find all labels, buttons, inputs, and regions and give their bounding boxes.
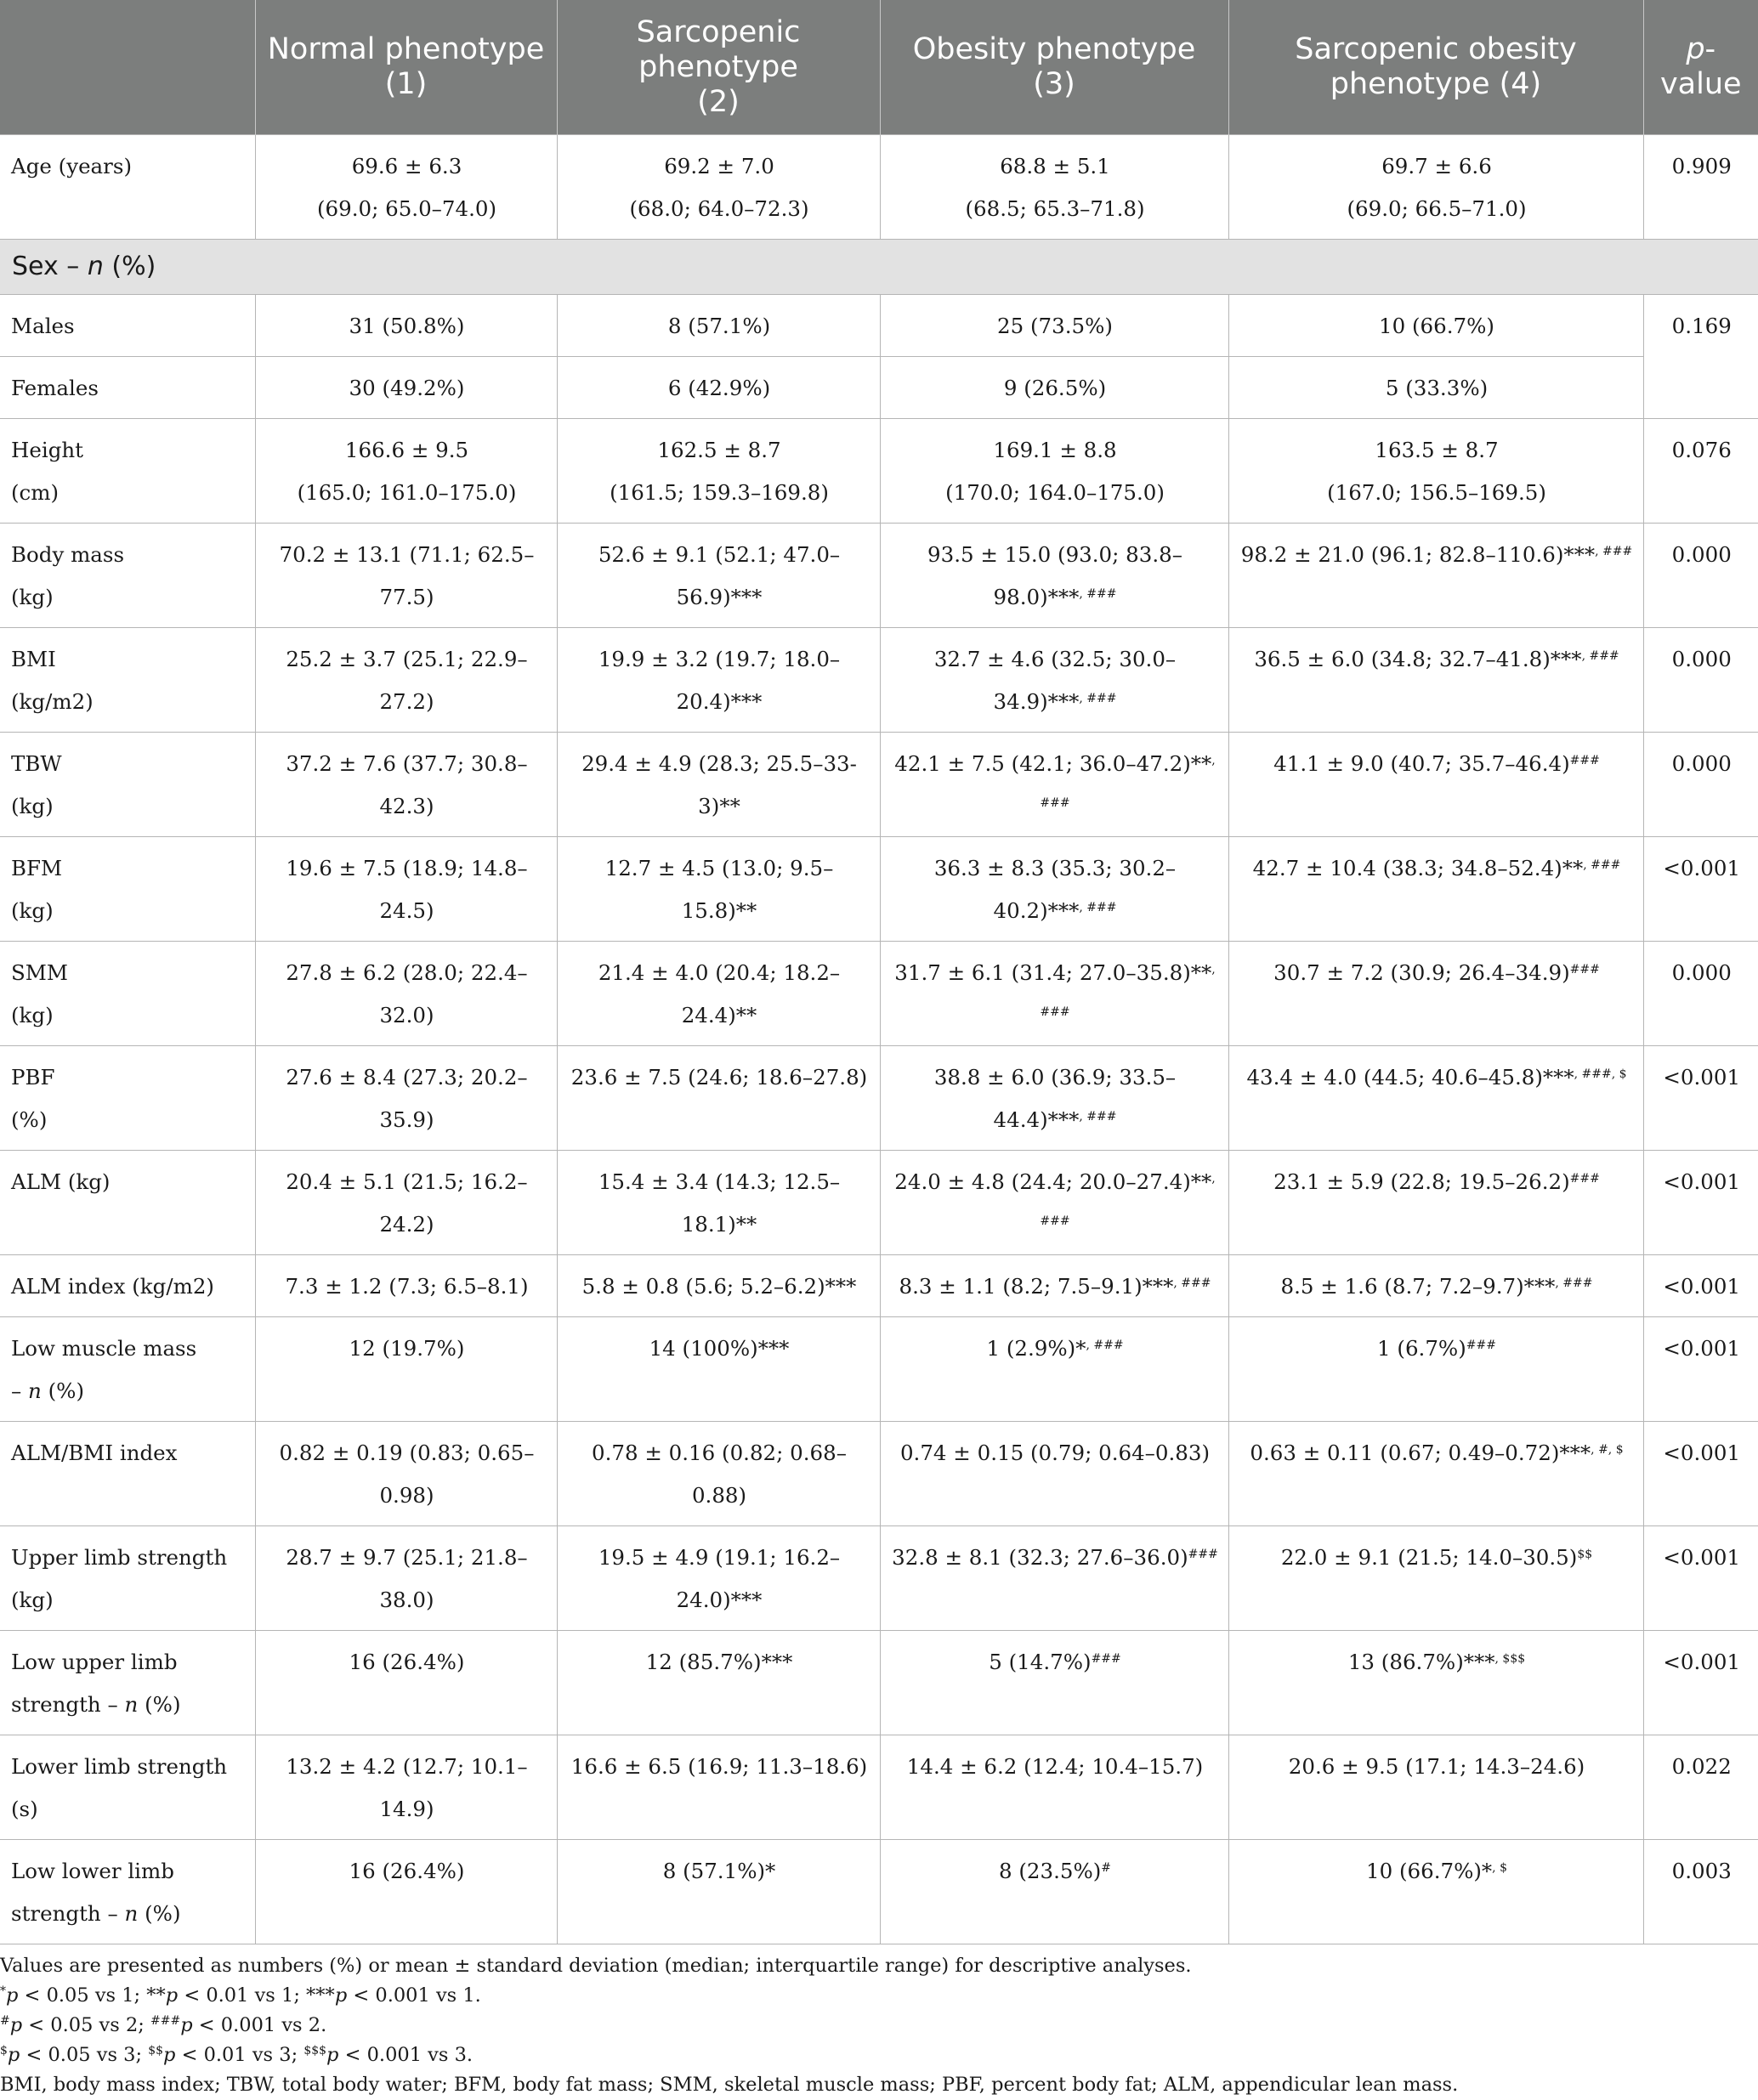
table-row-bmi	[0, 628, 1758, 733]
cell-p-value: 0.000	[1643, 942, 1758, 1046]
cell-p-value: <0.001	[1643, 1317, 1758, 1422]
cell-obesity: 68.8 ± 5.1 (68.5; 65.3–71.8)	[880, 135, 1228, 240]
cell-normal: 31 (50.8%)	[255, 295, 557, 357]
cell-sarcopenic: 21.4 ± 4.0 (20.4; 18.2–24.4)**	[557, 942, 880, 1046]
row-label: Age (years)	[0, 135, 255, 240]
cell-sarcopenic-obesity: 30.7 ± 7.2 (30.9; 26.4–34.9)###	[1228, 942, 1643, 1046]
cell-normal: 30 (49.2%)	[255, 357, 557, 419]
cell-sarcopenic: 69.2 ± 7.0 (68.0; 64.0–72.3)	[557, 135, 880, 240]
cell-obesity: 42.1 ± 7.5 (42.1; 36.0–47.2)**, ###	[880, 733, 1228, 837]
cell-sarcopenic: 15.4 ± 3.4 (14.3; 12.5–18.1)**	[557, 1151, 880, 1255]
cell-obesity: 24.0 ± 4.8 (24.4; 20.0–27.4)**, ###	[880, 1151, 1228, 1255]
table-row-low-muscle-mass	[0, 1317, 1758, 1422]
row-label: BFM (kg)	[0, 837, 255, 942]
cell-sarcopenic-obesity: 43.4 ± 4.0 (44.5; 40.6–45.8)***, ###, $	[1228, 1046, 1643, 1151]
cell-normal: 37.2 ± 7.6 (37.7; 30.8–42.3)	[255, 733, 557, 837]
row-label: PBF (%)	[0, 1046, 255, 1151]
table-row-height	[0, 419, 1758, 524]
table-row-females	[0, 357, 1758, 419]
cell-normal: 0.82 ± 0.19 (0.83; 0.65–0.98)	[255, 1422, 557, 1526]
header-sarcopenic-obesity-phenotype: Sarcopenic obesity phenotype (4)	[1228, 0, 1643, 135]
cell-obesity: 169.1 ± 8.8 (170.0; 164.0–175.0)	[880, 419, 1228, 524]
cell-p-value: <0.001	[1643, 1046, 1758, 1151]
footnote-abbreviations: BMI, body mass index; TBW, total body water; BFM, body fat mass; SMM, skeletal muscle mass; PBF, percent body fat; ALM, appendicular lean mass.	[0, 2074, 1459, 2096]
cell-p-value: 0.000	[1643, 628, 1758, 733]
cell-sarcopenic: 162.5 ± 8.7 (161.5; 159.3–169.8)	[557, 419, 880, 524]
cell-p-value: <0.001	[1643, 1255, 1758, 1317]
cell-sarcopenic-obesity: 8.5 ± 1.6 (8.7; 7.2–9.7)***, ###	[1228, 1255, 1643, 1317]
cell-obesity: 31.7 ± 6.1 (31.4; 27.0–35.8)**, ###	[880, 942, 1228, 1046]
table-row-body-mass	[0, 524, 1758, 628]
table-row-age	[0, 135, 1758, 240]
cell-sarcopenic: 52.6 ± 9.1 (52.1; 47.0–56.9)***	[557, 524, 880, 628]
section-label: Sex – n (%)	[0, 240, 1758, 295]
cell-sarcopenic: 6 (42.9%)	[557, 357, 880, 419]
cell-p-value: 0.022	[1643, 1735, 1758, 1840]
row-label: TBW (kg)	[0, 733, 255, 837]
cell-sarcopenic-obesity: 10 (66.7%)	[1228, 295, 1643, 357]
cell-p-value: <0.001	[1643, 1151, 1758, 1255]
header-obesity-phenotype: Obesity phenotype (3)	[880, 0, 1228, 135]
cell-normal: 12 (19.7%)	[255, 1317, 557, 1422]
cell-sarcopenic-obesity: 41.1 ± 9.0 (40.7; 35.7–46.4)###	[1228, 733, 1643, 837]
cell-normal: 7.3 ± 1.2 (7.3; 6.5–8.1)	[255, 1255, 557, 1317]
cell-obesity: 8 (23.5%)#	[880, 1840, 1228, 1944]
cell-sarcopenic-obesity: 13 (86.7%)***, $$$	[1228, 1631, 1643, 1735]
cell-sarcopenic-obesity: 69.7 ± 6.6 (69.0; 66.5–71.0)	[1228, 135, 1643, 240]
cell-obesity: 9 (26.5%)	[880, 357, 1228, 419]
cell-normal: 20.4 ± 5.1 (21.5; 16.2–24.2)	[255, 1151, 557, 1255]
cell-p-value: 0.169	[1643, 295, 1758, 419]
table-row-alm-index	[0, 1255, 1758, 1317]
table-row-pbf	[0, 1046, 1758, 1151]
cell-p-value: 0.000	[1643, 733, 1758, 837]
cell-sarcopenic-obesity: 20.6 ± 9.5 (17.1; 14.3–24.6)	[1228, 1735, 1643, 1840]
cell-obesity: 1 (2.9%)*, ###	[880, 1317, 1228, 1422]
cell-sarcopenic-obesity: 36.5 ± 6.0 (34.8; 32.7–41.8)***, ###	[1228, 628, 1643, 733]
cell-obesity: 93.5 ± 15.0 (93.0; 83.8–98.0)***, ###	[880, 524, 1228, 628]
cell-obesity: 38.8 ± 6.0 (36.9; 33.5–44.4)***, ###	[880, 1046, 1228, 1151]
cell-sarcopenic: 8 (57.1%)*	[557, 1840, 880, 1944]
row-label: SMM (kg)	[0, 942, 255, 1046]
cell-p-value: <0.001	[1643, 1422, 1758, 1526]
cell-p-value: <0.001	[1643, 1631, 1758, 1735]
cell-p-value: 0.003	[1643, 1840, 1758, 1944]
row-label: Low lower limb strength – n (%)	[0, 1840, 255, 1944]
cell-sarcopenic: 23.6 ± 7.5 (24.6; 18.6–27.8)	[557, 1046, 880, 1151]
table-row-upper-limb-strength	[0, 1526, 1758, 1631]
cell-normal: 166.6 ± 9.5 (165.0; 161.0–175.0)	[255, 419, 557, 524]
row-label: Lower limb strength (s)	[0, 1735, 255, 1840]
cell-p-value: 0.909	[1643, 135, 1758, 240]
header-p-value: p- value	[1643, 0, 1758, 135]
footnote-vs-1: *p < 0.05 vs 1; **p < 0.01 vs 1; ***p < 0.001 vs 1.	[0, 1984, 481, 2007]
table-row-lower-limb-strength	[0, 1735, 1758, 1840]
table-row-tbw	[0, 733, 1758, 837]
table-row-low-lower-limb-strength	[0, 1840, 1758, 1944]
cell-sarcopenic-obesity: 0.63 ± 0.11 (0.67; 0.49–0.72)***, #, $	[1228, 1422, 1643, 1526]
cell-sarcopenic-obesity: 22.0 ± 9.1 (21.5; 14.0–30.5)$$	[1228, 1526, 1643, 1631]
row-label: Males	[0, 295, 255, 357]
cell-normal: 16 (26.4%)	[255, 1631, 557, 1735]
row-label: Low upper limb strength – n (%)	[0, 1631, 255, 1735]
cell-sarcopenic: 5.8 ± 0.8 (5.6; 5.2–6.2)***	[557, 1255, 880, 1317]
cell-obesity: 32.7 ± 4.6 (32.5; 30.0–34.9)***, ###	[880, 628, 1228, 733]
cell-p-value: 0.000	[1643, 524, 1758, 628]
cell-sarcopenic-obesity: 163.5 ± 8.7 (167.0; 156.5–169.5)	[1228, 419, 1643, 524]
cell-sarcopenic: 12.7 ± 4.5 (13.0; 9.5–15.8)**	[557, 837, 880, 942]
header-normal-phenotype: Normal phenotype (1)	[255, 0, 557, 135]
cell-sarcopenic: 8 (57.1%)	[557, 295, 880, 357]
cell-obesity: 25 (73.5%)	[880, 295, 1228, 357]
cell-sarcopenic-obesity: 1 (6.7%)###	[1228, 1317, 1643, 1422]
cell-normal: 28.7 ± 9.7 (25.1; 21.8–38.0)	[255, 1526, 557, 1631]
row-label: Low muscle mass – n (%)	[0, 1317, 255, 1422]
footnote-values: Values are presented as numbers (%) or mean ± standard deviation (median; interquartile range) for descriptive analyses.	[0, 1955, 1192, 1977]
table-row-males	[0, 295, 1758, 357]
cell-normal: 70.2 ± 13.1 (71.1; 62.5–77.5)	[255, 524, 557, 628]
row-label: BMI (kg/m2)	[0, 628, 255, 733]
footnote-vs-2: #p < 0.05 vs 2; ###p < 0.001 vs 2.	[0, 2014, 327, 2036]
cell-normal: 25.2 ± 3.7 (25.1; 22.9–27.2)	[255, 628, 557, 733]
cell-obesity: 8.3 ± 1.1 (8.2; 7.5–9.1)***, ###	[880, 1255, 1228, 1317]
row-label: ALM (kg)	[0, 1151, 255, 1255]
row-label: ALM/BMI index	[0, 1422, 255, 1526]
cell-sarcopenic: 0.78 ± 0.16 (0.82; 0.68–0.88)	[557, 1422, 880, 1526]
table-header-row	[0, 0, 1758, 135]
cell-sarcopenic-obesity: 23.1 ± 5.9 (22.8; 19.5–26.2)###	[1228, 1151, 1643, 1255]
row-label: Body mass (kg)	[0, 524, 255, 628]
row-label: Height (cm)	[0, 419, 255, 524]
table-footnotes	[0, 1944, 1758, 2100]
cell-sarcopenic: 19.5 ± 4.9 (19.1; 16.2–24.0)***	[557, 1526, 880, 1631]
table-row-alm-bmi-index	[0, 1422, 1758, 1526]
cell-sarcopenic: 29.4 ± 4.9 (28.3; 25.5–33-3)**	[557, 733, 880, 837]
table-row-smm	[0, 942, 1758, 1046]
cell-p-value: <0.001	[1643, 1526, 1758, 1631]
cell-normal: 19.6 ± 7.5 (18.9; 14.8–24.5)	[255, 837, 557, 942]
table-row-bfm	[0, 837, 1758, 942]
cell-obesity: 36.3 ± 8.3 (35.3; 30.2–40.2)***, ###	[880, 837, 1228, 942]
cell-normal: 13.2 ± 4.2 (12.7; 10.1–14.9)	[255, 1735, 557, 1840]
cell-sarcopenic-obesity: 42.7 ± 10.4 (38.3; 34.8–52.4)**, ###	[1228, 837, 1643, 942]
cell-sarcopenic-obesity: 98.2 ± 21.0 (96.1; 82.8–110.6)***, ###	[1228, 524, 1643, 628]
table-row-low-upper-limb-strength	[0, 1631, 1758, 1735]
cell-normal: 69.6 ± 6.3 (69.0; 65.0–74.0)	[255, 135, 557, 240]
section-row-sex	[0, 240, 1758, 295]
cell-p-value: 0.076	[1643, 419, 1758, 524]
cell-sarcopenic: 14 (100%)***	[557, 1317, 880, 1422]
cell-normal: 27.8 ± 6.2 (28.0; 22.4–32.0)	[255, 942, 557, 1046]
header-empty	[0, 0, 255, 135]
cell-sarcopenic: 12 (85.7%)***	[557, 1631, 880, 1735]
cell-p-value: <0.001	[1643, 837, 1758, 942]
cell-obesity: 5 (14.7%)###	[880, 1631, 1228, 1735]
cell-sarcopenic: 16.6 ± 6.5 (16.9; 11.3–18.6)	[557, 1735, 880, 1840]
row-label: ALM index (kg/m2)	[0, 1255, 255, 1317]
cell-sarcopenic-obesity: 10 (66.7%)*, $	[1228, 1840, 1643, 1944]
cell-normal: 27.6 ± 8.4 (27.3; 20.2–35.9)	[255, 1046, 557, 1151]
cell-obesity: 32.8 ± 8.1 (32.3; 27.6–36.0)###	[880, 1526, 1228, 1631]
cell-sarcopenic-obesity: 5 (33.3%)	[1228, 357, 1643, 419]
cell-normal: 16 (26.4%)	[255, 1840, 557, 1944]
cell-obesity: 0.74 ± 0.15 (0.79; 0.64–0.83)	[880, 1422, 1228, 1526]
header-sarcopenic-phenotype: Sarcopenic phenotype (2)	[557, 0, 880, 135]
cell-sarcopenic: 19.9 ± 3.2 (19.7; 18.0–20.4)***	[557, 628, 880, 733]
row-label: Females	[0, 357, 255, 419]
footnote-vs-3: $p < 0.05 vs 3; $$p < 0.01 vs 3; $$$p < 0.001 vs 3.	[0, 2044, 474, 2066]
table-row-alm	[0, 1151, 1758, 1255]
row-label: Upper limb strength (kg)	[0, 1526, 255, 1631]
cell-obesity: 14.4 ± 6.2 (12.4; 10.4–15.7)	[880, 1735, 1228, 1840]
